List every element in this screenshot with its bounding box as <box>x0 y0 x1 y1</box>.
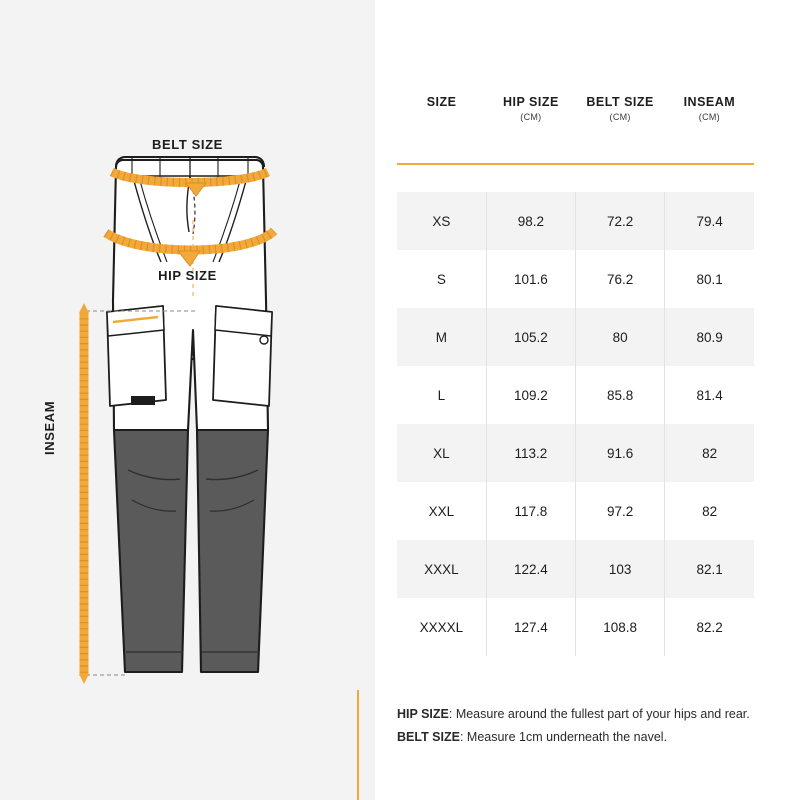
cell-belt: 72.2 <box>576 192 665 250</box>
note-hip-size <box>397 703 777 726</box>
size-table-container <box>397 95 772 656</box>
hip-size-label: HIP SIZE <box>158 268 217 283</box>
header-hip-size-unit: (CM) <box>520 112 542 122</box>
cell-belt: 103 <box>576 540 665 598</box>
table-row <box>397 250 754 308</box>
cell-belt: 80 <box>576 308 665 366</box>
cell-belt: 97.2 <box>576 482 665 540</box>
size-table-body <box>397 192 754 656</box>
cell-inseam: 82 <box>665 424 754 482</box>
cell-size: XS <box>397 192 486 250</box>
illustration-panel <box>0 0 375 800</box>
header-rule-row <box>397 136 754 192</box>
note-hip-size-text: : Measure around the fullest part of your hips and rear. <box>448 707 750 721</box>
table-row <box>397 482 754 540</box>
table-row <box>397 424 754 482</box>
cell-hip: 105.2 <box>486 308 575 366</box>
note-belt-size-text: : Measure 1cm underneath the navel. <box>459 730 668 745</box>
cell-hip: 98.2 <box>486 192 575 250</box>
table-row <box>397 308 754 366</box>
header-belt-size <box>576 95 665 136</box>
trousers-outline <box>107 157 272 672</box>
cell-size: L <box>397 366 486 424</box>
cell-hip: 127.4 <box>486 598 575 656</box>
table-row <box>397 540 754 598</box>
cell-inseam: 79.4 <box>665 192 754 250</box>
cell-size: XXXXL <box>397 598 486 656</box>
cell-size: XL <box>397 424 486 482</box>
cell-belt: 91.6 <box>576 424 665 482</box>
header-inseam-unit: (CM) <box>698 112 720 122</box>
cell-size: XXXL <box>397 540 486 598</box>
cell-size: S <box>397 250 486 308</box>
note-belt-size <box>397 726 777 749</box>
cell-hip: 101.6 <box>486 250 575 308</box>
header-belt-size-unit: (CM) <box>609 112 631 122</box>
cell-hip: 113.2 <box>486 424 575 482</box>
cell-hip: 109.2 <box>486 366 575 424</box>
cell-inseam: 82 <box>702 503 718 519</box>
cell-inseam: 80.9 <box>665 308 754 366</box>
cell-inseam: 81.4 <box>696 387 723 403</box>
header-hip-size <box>486 95 575 136</box>
cell-inseam: 82.2 <box>696 619 723 635</box>
cell-belt: 76.2 <box>576 250 665 308</box>
cell-belt: 85.8 <box>576 366 665 424</box>
table-row <box>397 192 754 250</box>
cell-hip: 117.8 <box>486 482 575 540</box>
table-row <box>397 366 754 424</box>
cell-size: XXL <box>397 482 486 540</box>
belt-size-label: BELT SIZE <box>152 137 223 152</box>
inseam-label: INSEAM <box>42 400 57 455</box>
size-table-head <box>397 95 754 192</box>
cell-belt: 108.8 <box>576 598 665 656</box>
note-belt-size-term: BELT SIZE <box>397 730 460 745</box>
header-inseam <box>665 95 754 136</box>
cell-size: M <box>397 308 486 366</box>
header-accent-rule <box>397 136 754 192</box>
header-size <box>397 95 486 136</box>
table-header-row <box>397 95 754 136</box>
note-accent-divider <box>357 690 359 800</box>
measurement-notes <box>397 703 777 749</box>
cell-inseam: 80.1 <box>696 271 723 287</box>
size-table <box>397 95 754 656</box>
cell-inseam: 82.1 <box>665 540 754 598</box>
note-hip-size-term: HIP SIZE <box>397 707 449 721</box>
header-belt-size-title: BELT SIZE <box>586 95 654 109</box>
cell-hip: 122.4 <box>486 540 575 598</box>
header-hip-size-title: HIP SIZE <box>502 95 559 109</box>
header-size-title: SIZE <box>426 95 457 109</box>
table-row <box>397 598 754 656</box>
header-inseam-title: INSEAM <box>683 95 736 109</box>
